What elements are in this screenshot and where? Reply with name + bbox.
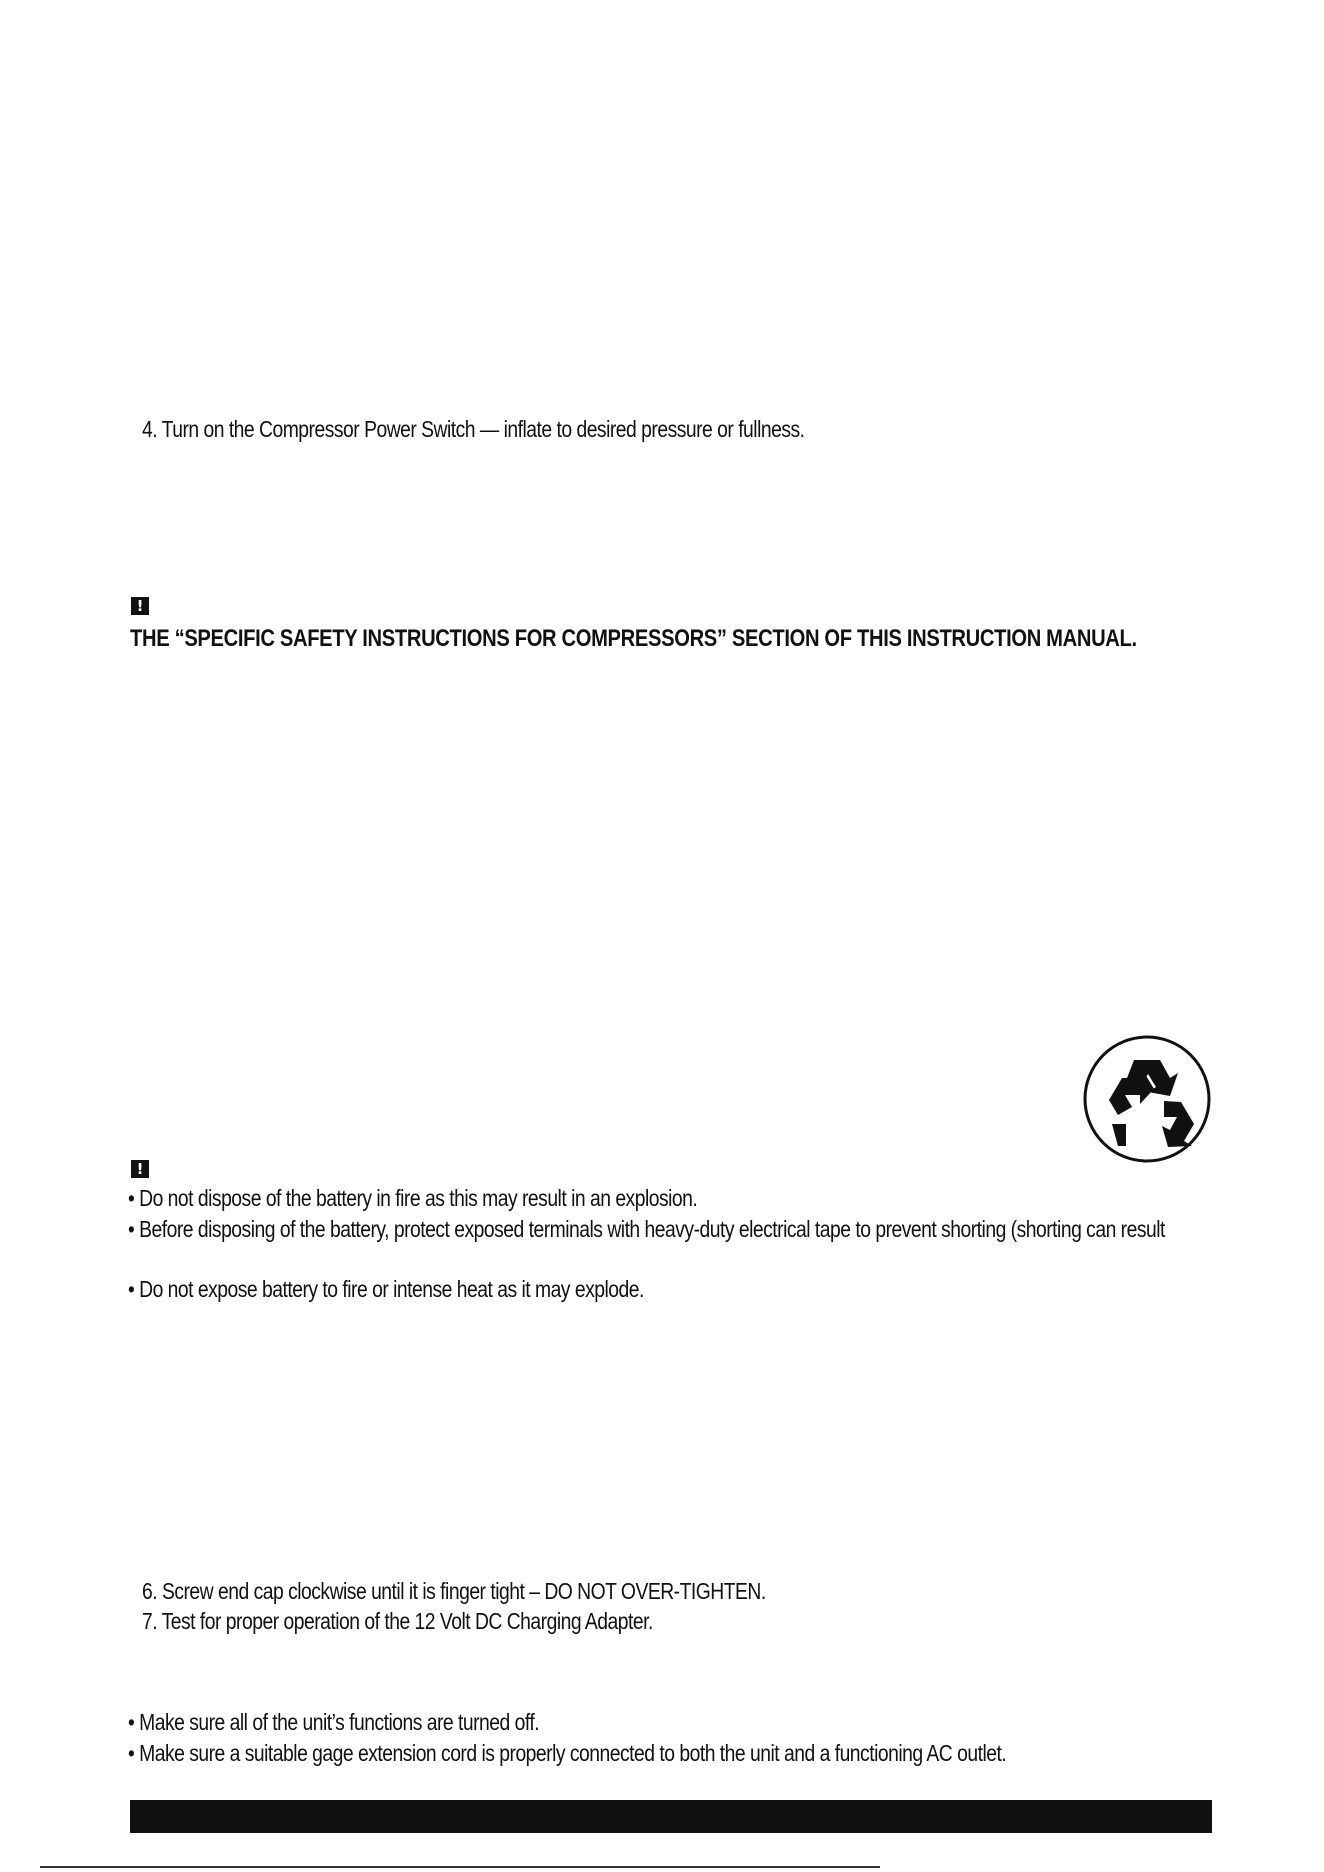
battery-bullet-1: • Do not dispose of the battery in fire as this may result in an explosion.	[128, 1185, 698, 1211]
warning-icon-2: !	[131, 1160, 149, 1178]
battery-bullet-3: • Do not expose battery to fire or intense heat as it may explode.	[128, 1276, 644, 1302]
checklist-bullet-1: • Make sure all of the unit’s functions are turned off.	[128, 1709, 540, 1735]
bottom-rule	[40, 1866, 880, 1868]
checklist-bullet-2: • Make sure a suitable gage extension cord is properly connected to both the unit and a functioning AC outlet.	[128, 1740, 1007, 1766]
safety-heading: THE “SPECIFIC SAFETY INSTRUCTIONS FOR COMPRESSORS” SECTION OF THIS INSTRUCTION MANUAL.	[130, 625, 1137, 652]
battery-bullet-2: • Before disposing of the battery, protect exposed terminals with heavy-duty electrical tape to prevent shorting (shorting can result	[128, 1216, 1165, 1242]
footer-bar	[130, 1800, 1212, 1833]
recycle-icon	[1082, 1034, 1212, 1164]
step-7-text: 7. Test for proper operation of the 12 Volt DC Charging Adapter.	[142, 1608, 653, 1634]
warning-icon: !	[131, 597, 149, 615]
step-4-text: 4. Turn on the Compressor Power Switch — inflate to desired pressure or fullness.	[142, 416, 805, 442]
step-6-text: 6. Screw end cap clockwise until it is finger tight – DO NOT OVER-TIGHTEN.	[142, 1578, 766, 1604]
